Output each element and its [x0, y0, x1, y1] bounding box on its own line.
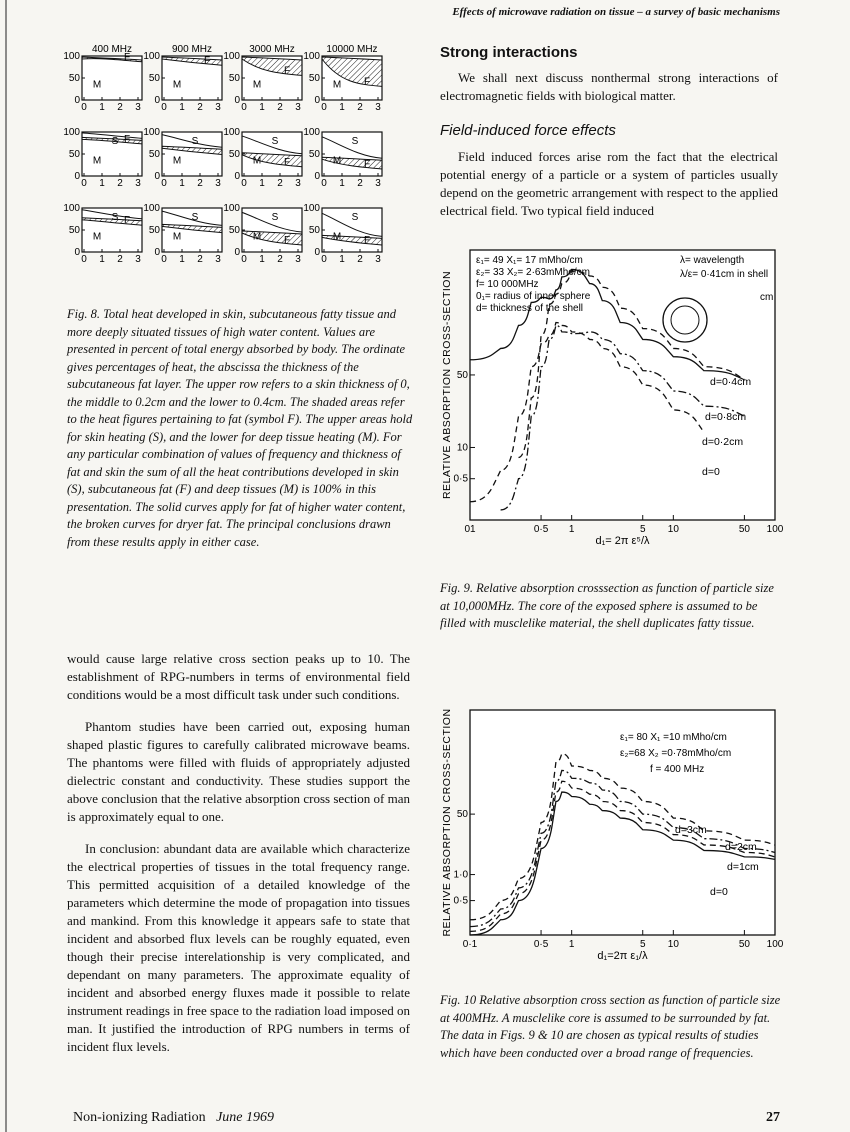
x-tick-label: 10 [667, 939, 679, 950]
panel-r0-c2 [223, 51, 302, 113]
section-intro-text: We shall next discuss nonthermal strong interactions of electromagnetic fields with biological matter. [440, 70, 778, 103]
x-tick-label: 0·5 [533, 939, 549, 950]
x-tick-label: 0 [81, 254, 87, 265]
y-tick-label: 0·5 [453, 895, 468, 907]
x-tick-label: 3 [215, 102, 221, 113]
y-tick-label: 50 [228, 73, 240, 84]
y-tick-label: 100 [63, 203, 80, 214]
y-tick-label: 0 [314, 171, 320, 182]
x-tick-label: 3 [135, 102, 141, 113]
y-tick-label: 10 [456, 442, 468, 454]
x-tick-label: 1 [99, 254, 105, 265]
paragraph-3: In conclusion: abundant data are available which characterize the electrical properties of tissues in the total frequency range. This permitted acquisition of a detailed knowledge of the parameters which determine the mode of propagation into tissues and mankind. From this knowledge it appears safe to state that incident and absorbed flux levels can be roughly equated, even though their precise interelationship is very complicated, and dependant on many parameters. The approximate equality of incident and absorbed energy fluxes made it possible to relate instrument readings in free space to the radiation load imposed on man. It justified the introduction of RPG numbers in terms of incident flux levels. [67, 841, 410, 1054]
y-tick-label: 100 [63, 51, 80, 62]
y-tick-label: 0 [74, 247, 80, 258]
x-tick-label: 50 [738, 939, 750, 950]
legend-line-3: 0₁= radius of inner sphere [476, 291, 591, 302]
region-label-F: F [123, 215, 131, 227]
legend-line-2: f= 10 000MHz [476, 279, 539, 290]
x-tick-label: 2 [357, 102, 363, 113]
y-tick-label: 50 [68, 225, 80, 236]
legend-line-0: ε₁= 80 X₁ =10 mMho/cm [620, 732, 727, 743]
x-tick-label: 0·1 [462, 939, 478, 950]
x-tick-label: 2 [197, 178, 203, 189]
legend-unit: cm [760, 292, 774, 303]
x-tick-label: 2 [197, 102, 203, 113]
y-tick-label: 50 [148, 225, 160, 236]
paragraph-1: would cause large relative cross section peaks up to 10. The establishment of RPG-numbers in terms of environmental field conditions would be a most difficult task under such conditions. [67, 651, 410, 702]
legend-line-1: ε₂=68 X₂ =0·78mMho/cm [620, 748, 732, 759]
region-label-F: F [123, 51, 131, 63]
x-tick-label: 3 [295, 254, 301, 265]
region-label-F: F [363, 235, 371, 246]
x-tick-label: 0 [161, 102, 167, 113]
y-tick-label: 50 [456, 369, 468, 381]
series-label-1: d=2cm [725, 841, 757, 853]
panel-r0-c0 [63, 51, 142, 113]
figure-9-chart [440, 245, 785, 550]
y-axis-label: RELATIVE ABSORPTION CROSS-SECTION [441, 270, 453, 500]
x-axis-label: d₁=2π ε₁/λ [597, 950, 648, 962]
x-tick-label: 1 [179, 102, 185, 113]
x-tick-label: 50 [738, 524, 750, 535]
y-tick-label: 0 [74, 171, 80, 182]
y-tick-label: 100 [63, 127, 80, 138]
x-tick-label: 3 [135, 178, 141, 189]
y-tick-label: 50 [68, 149, 80, 160]
y-tick-label: 100 [303, 51, 320, 62]
x-tick-label: 2 [197, 254, 203, 265]
y-tick-label: 50 [68, 73, 80, 84]
subsection-paragraph: Field induced forces arise rom the fact that the electrical potential energy of a particle or a system of particles usually depend on the geometric arrangement with respect to the applied electrical field. Two typical field induced [440, 149, 778, 218]
y-tick-label: 0 [314, 247, 320, 258]
region-label-F: F [283, 235, 291, 246]
region-label-S: S [111, 212, 119, 223]
legend-wavelength: λ= wavelength [680, 255, 745, 266]
series-label-2: d=0·2cm [702, 436, 744, 448]
freq-label-1: 900 MHz [171, 44, 213, 55]
region-label-F: F [363, 159, 371, 170]
y-tick-label: 0 [154, 247, 160, 258]
x-tick-label: 01 [464, 524, 476, 535]
y-tick-label: 100 [143, 127, 160, 138]
series-label-3: d=0 [710, 886, 728, 898]
y-tick-label: 50 [308, 149, 320, 160]
y-tick-label: 50 [308, 73, 320, 84]
freq-label-3: 10000 MHz [326, 44, 378, 55]
series-label-2: d=1cm [727, 861, 759, 873]
figure-8-panels [60, 40, 405, 280]
legend-line-4: d= thickness of the shell [476, 303, 584, 314]
y-tick-label: 50 [148, 73, 160, 84]
x-tick-label: 2 [277, 102, 283, 113]
x-tick-label: 100 [766, 939, 784, 950]
x-tick-label: 2 [117, 102, 123, 113]
figure-10-chart [440, 705, 785, 975]
legend-line-1: ε₂= 33 X₂= 2·63mMho/cm [476, 267, 590, 278]
y-tick-label: 100 [143, 51, 160, 62]
y-tick-label: 0 [234, 171, 240, 182]
x-tick-label: 2 [277, 178, 283, 189]
region-label-M: M [92, 79, 102, 91]
panel-r2-c2 [223, 203, 302, 265]
section-intro [440, 69, 778, 119]
y-tick-label: 0 [234, 95, 240, 106]
y-tick-label: 50 [228, 225, 240, 236]
x-axis-label: d₁= 2π ε⁵/λ [595, 535, 650, 547]
x-tick-label: 1 [99, 178, 105, 189]
plot-frame [470, 710, 775, 935]
region-label-S: S [351, 212, 359, 223]
region-label-M: M [172, 79, 182, 91]
y-tick-label: 100 [303, 203, 320, 214]
y-tick-label: 1·0 [453, 869, 468, 881]
figure-10-caption: Fig. 10 Relative absorption cross section as function of particle size at 400MHz. A musclelike core is assumed to be surrounded by fat. The data in Figs. 9 & 10 are chosen as typical results of studies which have been conducted over a broad range of frequencies. [440, 993, 781, 1060]
journal-name: Non-ionizing Radiation [73, 1110, 206, 1125]
y-tick-label: 0 [74, 95, 80, 106]
region-label-M: M [92, 155, 102, 167]
x-tick-label: 1 [339, 254, 345, 265]
x-tick-label: 5 [639, 939, 646, 950]
region-label-S: S [191, 212, 199, 223]
region-label-S: S [191, 136, 199, 147]
scan-edge-rule [5, 0, 7, 1132]
x-tick-label: 2 [357, 254, 363, 265]
region-label-S: S [111, 136, 119, 147]
region-label-M: M [252, 79, 262, 91]
region-label-M: M [172, 231, 182, 243]
panel-frame [82, 56, 142, 100]
x-tick-label: 0 [241, 254, 247, 265]
figure-8-caption: Fig. 8. Total heat developed in skin, subcutaneous fatty tissue and more deeply situated tissues of high water content. Values are presented in percent of total energy absorbed by body. The ordinate gives percentages of heat, the abscissa the thickness of the subcutaneous fat layer. The upper row refers to a skin thickness of 0, the middle to 0.2cm and the lower to 0.4cm. The shaded areas refer to the heat figures pertaining to fat (symbol F). The upper areas hold for skin heating (S), and the lower for deep tissue heating (M). For any particular combination of values of frequency and thickness of fat and skin the sum of all the heat contributions developed in skin (S), subcutaneous fat (F) and deep tissues (M) is 100% in this presentation. The solid curves apply for fat of higher water content, the broken curves for dryer fat. The principal conclusions drawn from these results apply in either case. [67, 307, 413, 549]
x-tick-label: 1 [259, 178, 265, 189]
region-label-M: M [332, 155, 342, 167]
x-tick-label: 0 [321, 102, 327, 113]
x-tick-label: 2 [357, 178, 363, 189]
region-label-F: F [203, 55, 211, 67]
x-tick-label: 1 [179, 254, 185, 265]
freq-label-0: 400 MHz [91, 44, 133, 55]
region-label-M: M [252, 155, 262, 167]
region-label-M: M [92, 231, 102, 243]
x-tick-label: 3 [375, 178, 381, 189]
series-label-1: d=0·8cm [705, 411, 747, 423]
x-tick-label: 0 [241, 102, 247, 113]
panel-r1-c2 [223, 127, 302, 189]
y-tick-label: 100 [223, 51, 240, 62]
x-tick-label: 0 [81, 102, 87, 113]
x-tick-label: 3 [215, 254, 221, 265]
x-tick-label: 0 [321, 254, 327, 265]
series-label-0: d=3cm [675, 824, 707, 836]
y-tick-label: 100 [143, 203, 160, 214]
x-tick-label: 1 [339, 102, 345, 113]
legend-line-0: ε₁= 49 X₁= 17 mMho/cm [476, 255, 583, 266]
x-tick-label: 1 [259, 102, 265, 113]
x-tick-label: 1 [99, 102, 105, 113]
freq-label-2: 3000 MHz [249, 44, 295, 55]
x-tick-label: 1 [339, 178, 345, 189]
x-tick-label: 2 [277, 254, 283, 265]
y-tick-label: 0 [234, 247, 240, 258]
panel-r2-c3 [303, 203, 382, 265]
panel-r2-c0 [63, 203, 142, 265]
y-tick-label: 0 [154, 171, 160, 182]
panel-r1-c0 [63, 127, 142, 189]
y-tick-label: 50 [228, 149, 240, 160]
y-tick-label: 100 [303, 127, 320, 138]
y-tick-label: 50 [148, 149, 160, 160]
legend-shell: λ/ε= 0·41cm in shell [680, 269, 769, 280]
region-label-M: M [332, 79, 342, 91]
subsection-text [440, 148, 778, 234]
issue-date: June 1969 [216, 1110, 275, 1125]
y-axis-label: RELATIVE ABSORPTION CROSS-SECTION [441, 708, 453, 937]
region-label-S: S [351, 136, 359, 147]
x-tick-label: 0 [81, 178, 87, 189]
x-tick-label: 3 [295, 178, 301, 189]
panel-r0-c1 [143, 51, 222, 113]
series-label-3: d=0 [702, 466, 720, 478]
x-tick-label: 0 [161, 254, 167, 265]
legend-line-2: f = 400 MHz [650, 764, 705, 775]
region-label-S: S [271, 136, 279, 147]
x-tick-label: 0 [241, 178, 247, 189]
x-tick-label: 0 [161, 178, 167, 189]
x-tick-label: 1 [568, 524, 575, 535]
x-tick-label: 1 [179, 178, 185, 189]
subsection-heading: Field-induced force effects [440, 122, 616, 139]
y-tick-label: 50 [456, 809, 468, 821]
region-label-F: F [283, 156, 291, 168]
y-tick-label: 100 [223, 127, 240, 138]
x-tick-label: 100 [766, 524, 784, 535]
x-tick-label: 1 [259, 254, 265, 265]
x-tick-label: 2 [117, 254, 123, 265]
page-number: 27 [766, 1110, 780, 1125]
x-tick-label: 10 [667, 524, 679, 535]
region-label-F: F [123, 133, 131, 145]
x-tick-label: 3 [215, 178, 221, 189]
region-label-M: M [252, 231, 262, 243]
x-tick-label: 3 [375, 102, 381, 113]
figure-9-caption: Fig. 9. Relative absorption crosssection as function of particle size at 10,000MHz. The core of the exposed sphere is assumed to be filled with musclelike material, the shell duplicates fatty tissue. [440, 581, 774, 630]
y-tick-label: 0 [154, 95, 160, 106]
panel-r1-c3 [303, 127, 382, 189]
region-label-F: F [363, 76, 371, 88]
y-tick-label: 0 [314, 95, 320, 106]
y-tick-label: 50 [308, 225, 320, 236]
x-tick-label: 3 [135, 254, 141, 265]
x-tick-label: 3 [375, 254, 381, 265]
y-tick-label: 0·5 [453, 473, 468, 485]
x-tick-label: 2 [117, 178, 123, 189]
series-label-0: d=0·4cm [710, 376, 752, 388]
y-tick-label: 100 [223, 203, 240, 214]
x-tick-label: 5 [639, 524, 646, 535]
region-label-M: M [332, 231, 342, 243]
x-tick-label: 0 [321, 178, 327, 189]
region-label-S: S [271, 212, 279, 223]
paragraph-2: Phantom studies have been carried out, exposing human shaped plastic figures to carefully calibrated microwave beams. The phantoms were filled with fluids of appropriately adjusted dielectric constant and conductivity. These studies support the above conclusion that the relative absorption cross section of man is approximately equal to one. [67, 719, 410, 824]
panel-r2-c1 [143, 203, 222, 265]
region-label-M: M [172, 155, 182, 167]
x-tick-label: 3 [295, 102, 301, 113]
left-column-text [67, 650, 410, 1070]
panel-r1-c1 [143, 127, 222, 189]
section-heading: Strong interactions [440, 44, 578, 61]
region-label-F: F [283, 65, 291, 77]
x-tick-label: 1 [568, 939, 575, 950]
footer-journal [73, 1110, 274, 1126]
x-tick-label: 0·5 [533, 524, 549, 535]
running-head: Effects of microwave radiation on tissue – a survey of basic mechanisms [452, 6, 780, 18]
panel-r0-c3 [303, 51, 382, 113]
